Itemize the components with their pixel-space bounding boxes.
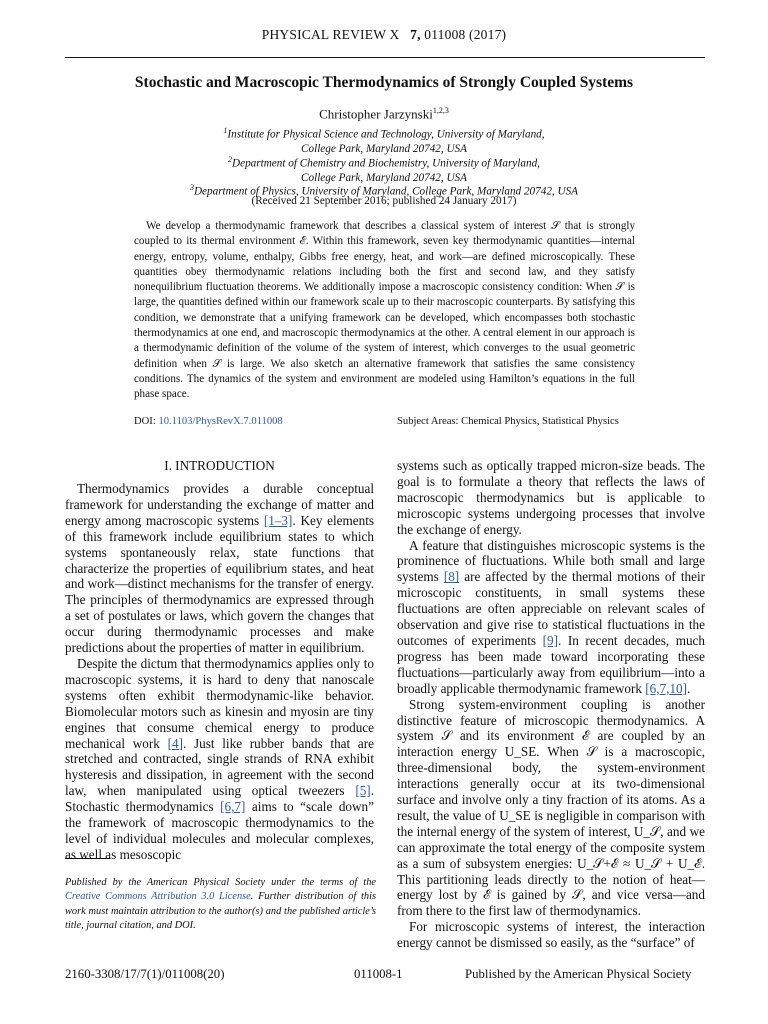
journal-header	[0, 27, 768, 43]
citation-link[interactable]: [1–3]	[263, 512, 293, 528]
paragraph: Thermodynamics provides a durable conceptual framework for understanding the exchange of matter and energy among macroscopic systems [1–3]. Key elements of this framework include equilibrium states to which systems spontaneously relax, state functions that characterize the properties of equilibrium states, and heat and work—distinct mechanisms for the transfer of energy. The principles of thermodynamics are expressed through a set of postulates or laws, which govern the changes that occur during thermodynamic processes and make predictions about the properties of matter in equilibrium.	[65, 481, 375, 656]
received-dates: (Received 21 September 2016; published 24 January 2017)	[251, 195, 517, 207]
header-rule	[65, 57, 705, 58]
right-column	[397, 458, 705, 951]
author-name: Christopher Jarzynski	[319, 106, 433, 122]
abstract: We develop a thermodynamic framework that describes a classical system of interest 𝒮 that is strongly coupled to its thermal environment ℰ. Within this framework, seven key thermodynamic quantities—internal energy, entropy, volume, enthalpy, Gibbs free energy, heat, and work—are defined microscopically. These quantities obey thermodynamic relations including both the first and second law, and they satisfy nonequilibrium fluctuation theorems. We additionally impose a macroscopic consistency condition: When 𝒮 is large, the quantities defined within our framework scale up to their macroscopic counterparts. By satisfying this condition, we demonstrate that a unifying framework can be developed, which encompasses both stochastic thermodynamics at one end, and macroscopic thermodynamics at the other. A central element in our approach is a thermodynamic definition of the volume of the system of interest, which converges to the usual geometric definition when 𝒮 is large. We also sketch an alternative framework that satisfies the same consistency conditions. The dynamics of the system and environment are modeled using Hamilton’s equations in the full phase space.	[134, 220, 635, 401]
paper-title: Stochastic and Macroscopic Thermodynamics of Strongly Coupled Systems	[134, 74, 634, 91]
footer-issn: 2160-3308/17/7(1)/011008(20)	[65, 967, 225, 981]
citation-link[interactable]: [8]	[443, 569, 460, 585]
citation-link[interactable]: [6,7,10]	[645, 680, 688, 696]
author-line	[0, 106, 768, 122]
affiliation-1: $^1$Institute for Physical Science and Technology, University of Maryland, College Park, Maryland 20742, USA	[223, 126, 545, 156]
citation-link[interactable]: [9]	[542, 632, 558, 648]
journal-name: PHYSICAL REVIEW X	[261, 27, 400, 42]
journal-article: 011008 (2017)	[424, 27, 507, 42]
license-footnote: Published by the American Physical Society under the terms of the Creative Commons Attribution 3.0 License. Further distribution of this work must maintain attribution to the author(s) and the published article’s title, journal citation, and DOI.	[65, 877, 376, 931]
subject-areas: Subject Areas: Chemical Physics, Statistical Physics	[397, 416, 619, 427]
journal-volume: 7,	[410, 27, 421, 42]
footnote-rule	[65, 858, 110, 859]
doi-link[interactable]: 10.1103/PhysRevX.7.011008	[158, 416, 283, 427]
author-marks: 1,2,3	[432, 106, 449, 115]
paragraph: systems such as optically trapped micron-size beads. The goal is to formulate a theory that reflects the laws of macroscopic thermodynamics but is applicable to microscopic systems undergoing processes that involve the exchange of energy.	[397, 458, 705, 537]
section-heading-introduction: I. INTRODUCTION	[164, 458, 275, 473]
left-column	[65, 481, 374, 863]
citation-link[interactable]: [5]	[355, 783, 371, 799]
citation-link[interactable]: [4]	[167, 735, 183, 751]
doi-line	[134, 416, 283, 427]
paragraph: Despite the dictum that thermodynamics applies only to macroscopic systems, it is hard to deny that nanoscale systems often exhibit thermodynamic-like behavior. Biomolecular motors such as kinesin and myosin are tiny engines that consume chemical energy to produce mechanical work [4]. Just like rubber bands that are stretched and contracted, single strands of RNA exhibit hysteresis and dissipation, in agreement with the second law, when manipulated using optical tweezers [5]. Stochastic thermodynamics [6,7] aims to “scale down” the framework of macroscopic thermodynamics to the level of individual molecules and molecular complexes, as well as mesoscopic	[65, 655, 374, 862]
doi-label: DOI:	[134, 416, 156, 427]
paragraph: A feature that distinguishes microscopic systems is the prominence of fluctuations. While both small and large systems [8] are affected by the thermal motions of their microscopic constituents, in small systems these fluctuations are often appreciable on relevant scales of observation and give rise to statistical fluctuations in the outcomes of experiments [9]. In recent decades, much progress has been made toward incorporating these fluctuations—particularly away from equilibrium—into a broadly applicable thermodynamic framework [6,7,10].	[397, 537, 706, 696]
license-link[interactable]: Creative Commons Attribution 3.0 License	[65, 891, 251, 903]
paragraph: For microscopic systems of interest, the interaction energy cannot be dismissed so easily, as the “surface” of	[397, 919, 705, 951]
affiliation-2: $^2$Department of Chemistry and Biochemistry, University of Maryland, College Park, Maryland 20742, USA	[228, 155, 540, 185]
footer-publisher: Published by the American Physical Society	[465, 967, 692, 981]
citation-link[interactable]: [6,7]	[220, 799, 246, 815]
paragraph: Strong system-environment coupling is another distinctive feature of microscopic thermodynamics. A system 𝒮 and its environment ℰ are coupled by an interaction energy U_SE. When 𝒮 is a macroscopic, three-dimensional body, the system-environment interactions generally occur at its two-dimensional surface and involve only a tiny fraction of its atoms. As a result, the value of U_SE is negligible in comparison with the internal energy of the system of interest, U_𝒮, and we can approximate the total energy of the composite system as a sum of subsystem energies: U_𝒮+ℰ ≈ U_𝒮 + U_ℰ. This partitioning leads directly to the notion of heat—energy lost by ℰ is gained by 𝒮, and vice versa—and from there to the first law of thermodynamics.	[397, 696, 705, 919]
affiliation-3: $^3$Department of Physics, University of Maryland, College Park, Maryland 20742, USA	[189, 183, 579, 198]
footer-page-number: 011008-1	[354, 967, 403, 981]
